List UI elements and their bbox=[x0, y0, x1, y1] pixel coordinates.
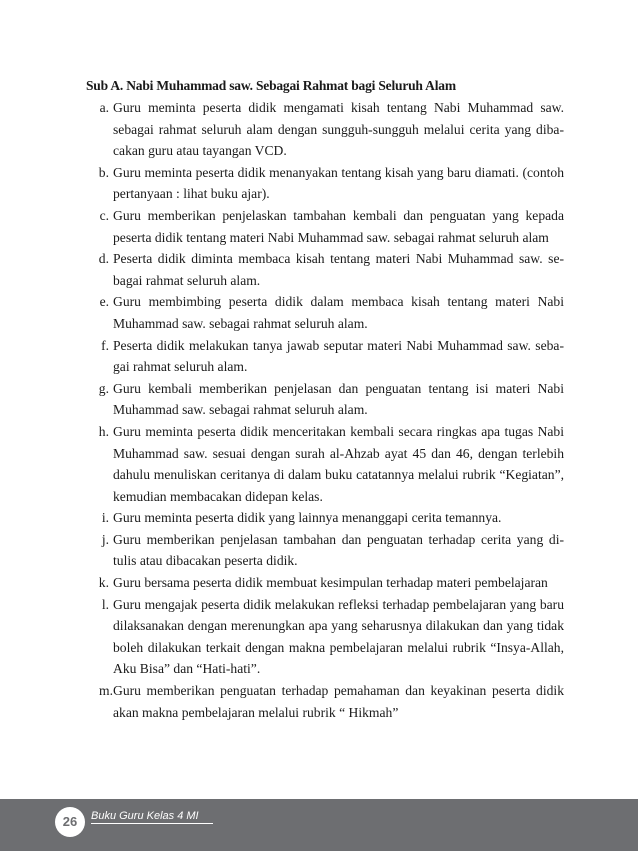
list-item-text: Guru memberikan penguatan terhadap pemahaman dan keyakinan peserta didik akan makna pembelajaran melalui rubrik “ Hikmah” bbox=[113, 683, 564, 720]
list-marker: b. bbox=[98, 164, 109, 180]
list-item bbox=[86, 335, 564, 378]
list-item bbox=[86, 507, 564, 529]
list-item-text: Guru meminta peserta didik menanyakan tentang kisah yang baru diamati. (contoh pertanyaan : lihat buku ajar). bbox=[113, 164, 564, 202]
list-marker: f. bbox=[101, 337, 109, 353]
list-item-text: Peserta didik melakukan tanya jawab seputar materi Nabi Muhammad saw. seba-gai rahmat seluruh alam. bbox=[113, 337, 564, 375]
list-marker: c. bbox=[99, 207, 109, 223]
list-item-text: Guru meminta peserta didik mengamati kisah tentang Nabi Muhammad saw. sebagai rahmat seluruh alam dengan sungguh-sungguh melalui cerita yang diba-cakan guru atau tayangan VCD. bbox=[113, 100, 564, 159]
list-item-text: Peserta didik diminta membaca kisah tentang materi Nabi Muhammad saw. se-bagai rahmat seluruh alam. bbox=[113, 251, 564, 288]
list-item-text: Guru memberikan penjelasan tambahan dan penguatan terhadap cerita yang di-tulis atau dibacakan peserta didik. bbox=[113, 531, 564, 569]
list-marker: m. bbox=[99, 683, 113, 699]
section-heading: Sub A. Nabi Muhammad saw. Sebagai Rahmat bagi Seluruh Alam bbox=[86, 78, 456, 93]
list-item-text: Guru kembali memberikan penjelasan dan penguatan tentang isi materi Nabi Muhammad saw. sebagai rahmat seluruh alam. bbox=[113, 380, 564, 418]
list-item bbox=[86, 378, 564, 421]
list-item-text: Guru meminta peserta didik yang lainnya menanggapi cerita temannya. bbox=[113, 510, 502, 526]
list-marker: d. bbox=[98, 251, 109, 267]
list-item bbox=[86, 594, 564, 680]
list-item bbox=[86, 680, 564, 723]
main-content bbox=[86, 76, 564, 723]
list-item-text: Guru memberikan penjelaskan tambahan kembali dan penguatan yang kepada peserta didik tentang materi Nabi Muhammad saw. sebagai rahmat seluruh alam bbox=[113, 207, 564, 245]
page-number: 26 bbox=[62, 814, 78, 829]
list-item bbox=[86, 97, 564, 162]
list-marker: h. bbox=[98, 423, 109, 439]
list-marker: l. bbox=[101, 596, 109, 612]
list-item bbox=[86, 291, 564, 334]
list-marker: a. bbox=[99, 100, 109, 115]
list-item bbox=[86, 162, 564, 205]
list-item-text: Guru bersama peserta didik membuat kesimpulan terhadap materi pembelajaran bbox=[113, 575, 548, 591]
list-marker: g. bbox=[98, 380, 109, 396]
list-item bbox=[86, 421, 564, 507]
list-item-text: Guru meminta peserta didik menceritakan kembali secara ringkas apa tugas Nabi Muhammad saw. sesuai dengan surah al-Ahzab ayat 45 dan 46, dengan terlebih dahulu menuliskan ceritanya di dalam buku catatannya melalui rubrik “Kegiatan”, kemudian membacakan didepan kelas. bbox=[113, 423, 564, 504]
activity-list bbox=[86, 97, 564, 723]
list-item bbox=[86, 529, 564, 572]
list-item bbox=[86, 248, 564, 291]
list-item bbox=[86, 205, 564, 248]
list-item bbox=[86, 572, 564, 594]
list-marker: i. bbox=[101, 510, 109, 526]
list-marker: e. bbox=[99, 294, 109, 310]
list-item-text: Guru mengajak peserta didik melakukan refleksi terhadap pembelajaran yang baru dilaksanakan dengan merenungkan apa yang seharusnya dilakukan dan yang tidak boleh dilakukan terkait dengan makna pembelajaran melalui rubrik “Insya-Allah, Aku Bisa” dan “Hati-hati”. bbox=[113, 596, 564, 677]
page-footer bbox=[0, 799, 638, 851]
list-marker: j. bbox=[101, 531, 109, 547]
list-marker: k. bbox=[98, 575, 109, 591]
book-title: Buku Guru Kelas 4 MI bbox=[91, 809, 213, 824]
list-item-text: Guru membimbing peserta didik dalam membaca kisah tentang materi Nabi Muhammad saw. sebagai rahmat seluruh alam. bbox=[113, 294, 564, 331]
